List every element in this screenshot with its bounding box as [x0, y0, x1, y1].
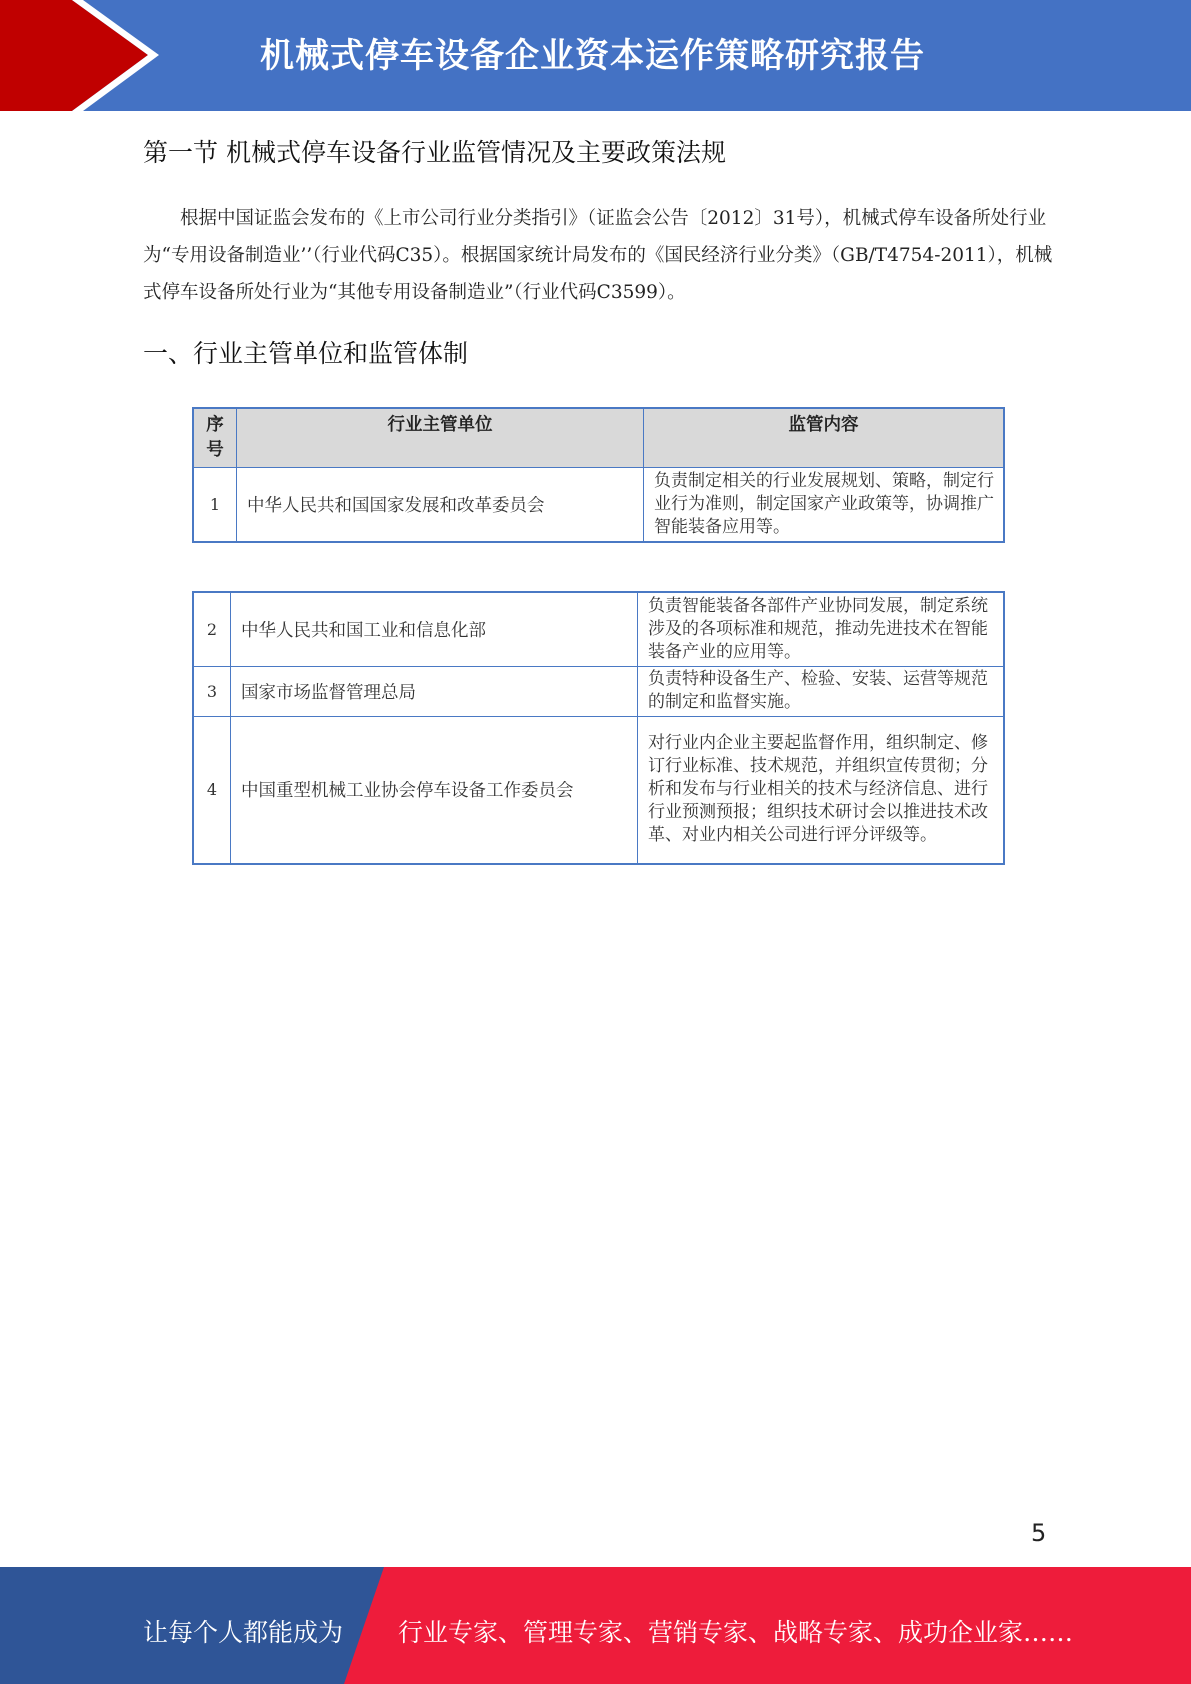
regulator-table-part2 [192, 591, 1005, 865]
row-content: 对行业内企业主要起监督作用，组织制定、修订行业标准、技术规范，并组织宣传贯彻；分析和发布与行业相关的技术与经济信息、进行行业预测预报；组织技术研讨会以推进技术改革、对业内相关公司进行评分评级等。 [638, 716, 1005, 864]
subsection-title: 一、行业主管单位和监管体制 [143, 339, 469, 368]
row-no: 1 [193, 468, 237, 542]
row-content: 负责制定相关的行业发展规划、策略，制定行业行为准则，制定国家产业政策等，协调推广智能装备应用等。 [644, 468, 1005, 542]
footer-slogan-right: 行业专家、管理专家、营销专家、战略专家、成功企业家…… [398, 1618, 1074, 1647]
header-content: 监管内容 [644, 408, 1005, 468]
row-content: 负责特种设备生产、检验、安装、运营等规范的制定和监督实施。 [638, 666, 1005, 716]
row-content: 负责智能装备各部件产业协同发展，制定系统涉及的各项标准和规范，推动先进技术在智能装备产业的应用等。 [638, 592, 1005, 666]
section-title: 第一节 机械式停车设备行业监管情况及主要政策法规 [143, 138, 726, 167]
table-header-row [193, 408, 1004, 468]
intro-paragraph: 根据中国证监会发布的《上市公司行业分类指引》（证监会公告〔2012〕31号），机械式停车设备所处行业为“专用设备制造业’’（行业代码C35）。根据国家统计局发布的《国民经济行业分类》（GB/T4754-2011），机械式停车设备所处行业为“其他专用设备制造业”（行业代码C3599）。 [143, 208, 1053, 303]
table-row [193, 468, 1004, 542]
table-row [193, 666, 1004, 716]
footer-slogan-left: 让每个人都能成为 [143, 1618, 344, 1647]
row-org: 中华人民共和国国家发展和改革委员会 [237, 468, 644, 542]
header-org: 行业主管单位 [237, 408, 644, 468]
row-org: 中华人民共和国工业和信息化部 [231, 592, 638, 666]
table-row [193, 716, 1004, 864]
table-row [193, 592, 1004, 666]
regulator-table-part1 [192, 407, 1005, 543]
row-no: 2 [193, 592, 231, 666]
header-bar [0, 0, 1191, 111]
row-no: 3 [193, 666, 231, 716]
page-number: 5 [1031, 1519, 1047, 1547]
row-org: 国家市场监督管理总局 [231, 666, 638, 716]
row-no: 4 [193, 716, 231, 864]
row-org: 中国重型机械工业协会停车设备工作委员会 [231, 716, 638, 864]
header-no: 序号 [193, 408, 237, 468]
header-arrow-decoration [0, 0, 200, 111]
report-title: 机械式停车设备企业资本运作策略研究报告 [260, 36, 925, 76]
